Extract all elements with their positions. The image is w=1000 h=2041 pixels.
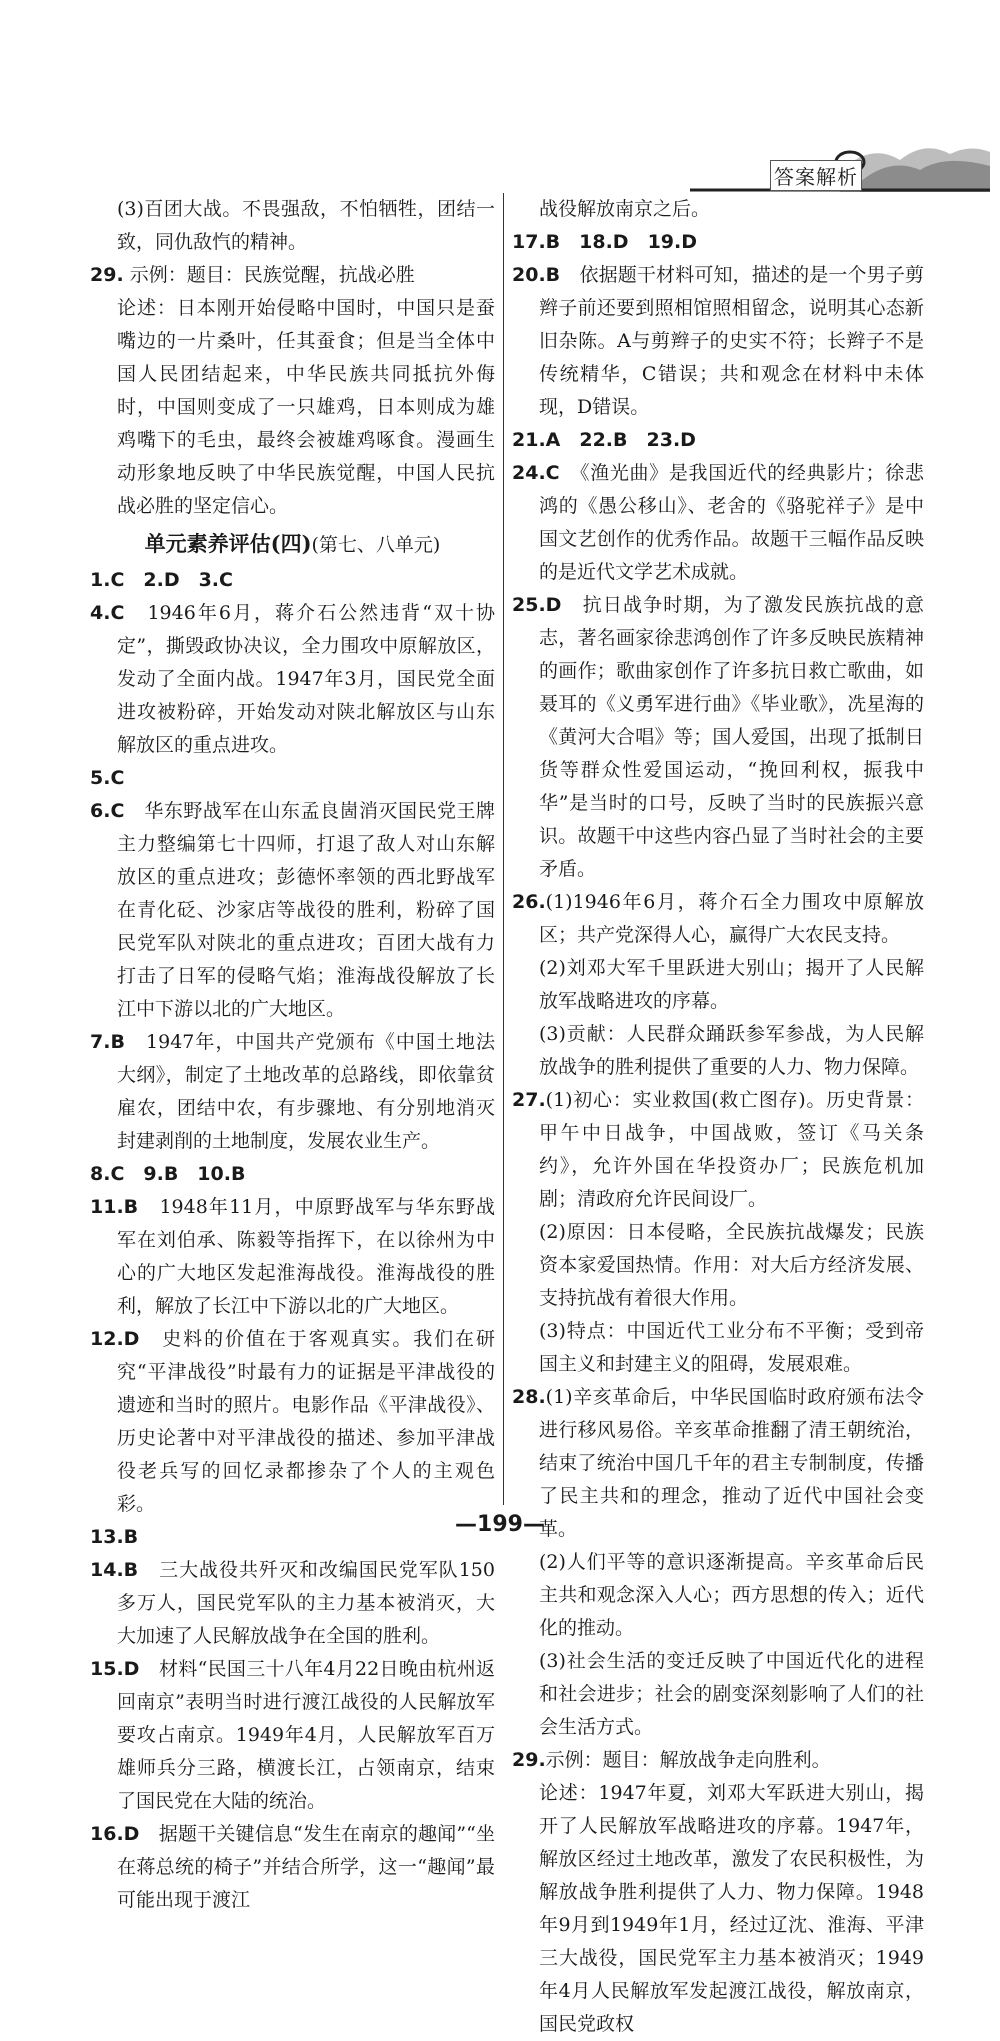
answer-16-continued: 战役解放南京之后。 (539, 198, 711, 220)
answer-11: 11.B 1948年11月，中原野战军与华东野战军在刘伯承、陈毅等指挥下，在以徐州为中心的广大地区发起淮海战役。淮海战役的胜利，解放了长江中下游以北的广大地区。 (90, 1196, 495, 1317)
answer-26-2: (2)刘邓大军千里跃进大别山；揭开了人民解放军战略进攻的序幕。 (539, 957, 924, 1012)
section-title: 单元素养评估(四)(第七、八单元) (144, 531, 441, 556)
page-number: —199— (455, 1512, 545, 1537)
answer-4: 4.C 1946年6月，蒋介石公然违背“双十协定”，撕毁政协决议，全力围攻中原解放区，发动了全面内战。1947年3月，国民党全面进攻被粉碎，开始发动对陕北解放区与山东解放区的重点进攻。 (90, 602, 495, 756)
left-column (90, 193, 495, 1917)
answer-12: 12.D 史料的价值在于客观真实。我们在研究“平津战役”时最有力的证据是平津战役的遗迹和当时的照片。电影作品《平津战役》、历史论著中对平津战役的描述、参加平津战役老兵写的回忆录都掺杂了个人的主观色彩。 (90, 1328, 495, 1515)
answer-28-1: 28.(1)辛亥革命后，中华民国临时政府颁布法令进行移风易俗。辛亥革命推翻了清王朝统治，结束了统治中国几千年的君主专制制度，传播了民主共和的理念，推动了近代中国社会变革。 (512, 1386, 924, 1540)
answer-21-23: 21.A 22.B 23.D (512, 429, 696, 451)
answer-1-3: 1.C 2.D 3.C (90, 569, 233, 591)
answer-29-body: 论述：1947年夏，刘邓大军跃进大别山，揭开了人民解放军战略进攻的序幕。1947年，解放区经过土地改革，激发了农民积极性，为解放战争胜利提供了人力、物力保障。1948年9月到1949年1月，经过辽沈、淮海、平津三大战役，国民党军主力基本被消灭；1949年4月人民解放军发起渡江战役，解放南京，国民党政权 (539, 1782, 924, 2035)
answer-29-body: 论述：日本刚开始侵略中国时，中国只是蚕嘴边的一片桑叶，任其蚕食；但是当全体中国人民团结起来，中华民族共同抵抗外侮时，中国则变成了一只雄鸡，日本则成为雄鸡嘴下的毛虫，最终会被雄鸡啄食。漫画生动形象地反映了中华民族觉醒，中国人民抗战必胜的坚定信心。 (117, 297, 495, 517)
answer-paragraph: (3)百团大战。不畏强敌，不怕牺牲，团结一致，同仇敌忾的精神。 (117, 198, 495, 253)
answer-26-1: 26.(1)1946年6月，蒋介石全力围攻中原解放区；共产党深得人心，赢得广大农民支持。 (512, 891, 924, 946)
answer-13: 13.B (90, 1526, 139, 1548)
answer-15: 15.D 材料“民国三十八年4月22日晚由杭州返回南京”表明当时进行渡江战役的人民解放军要攻占南京。1949年4月，人民解放军百万雄师兵分三路，横渡长江，占领南京，结束了国民党在大陆的统治。 (90, 1658, 495, 1812)
column-divider (503, 193, 504, 1505)
answer-8-10: 8.C 9.B 10.B (90, 1163, 246, 1185)
answer-28-2: (2)人们平等的意识逐渐提高。辛亥革命后民主共和观念深入人心；西方思想的传入；近代化的推动。 (539, 1551, 924, 1639)
answer-analysis-label: 答案解析 (770, 160, 862, 191)
answer-17-19: 17.B 18.D 19.D (512, 231, 697, 253)
answer-28-3: (3)社会生活的变迁反映了中国近代化的进程和社会进步；社会的剧变深刻影响了人们的社会生活方式。 (539, 1650, 924, 1738)
answer-27-2: (2)原因：日本侵略，全民族抗战爆发；民族资本家爱国热情。作用：对大后方经济发展、支持抗战有着很大作用。 (539, 1221, 924, 1309)
answer-20: 20.B 依据题干材料可知，描述的是一个男子剪辫子前还要到照相馆照相留念，说明其心态新旧杂陈。A与剪辫子的史实不符；长辫子不是传统精华，C错误；共和观念在材料中未体现，D错误。 (512, 264, 924, 418)
answer-14: 14.B 三大战役共歼灭和改编国民党军队150多万人，国民党军队的主力基本被消灭，大大加速了人民解放战争在全国的胜利。 (90, 1559, 495, 1647)
answer-24: 24.C 《渔光曲》是我国近代的经典影片；徐悲鸿的《愚公移山》、老舍的《骆驼祥子》是中国文艺创作的优秀作品。故题干三幅作品反映的是近代文学艺术成就。 (512, 462, 924, 583)
answer-29-title: 29.示例：题目：解放战争走向胜利。 (512, 1749, 831, 1771)
answer-16: 16.D 据题干关键信息“发生在南京的趣闻”“坐在蒋总统的椅子”并结合所学，这一“趣闻”最可能出现于渡江 (90, 1823, 495, 1911)
answer-5: 5.C (90, 767, 125, 789)
answer-7: 7.B 1947年，中国共产党颁布《中国土地法大纲》，制定了土地改革的总路线，即依靠贫雇农，团结中农，有步骤地、有分别地消灭封建剥削的土地制度，发展农业生产。 (90, 1031, 495, 1152)
answer-29-title: 29. 示例：题目：民族觉醒，抗战必胜 (90, 264, 415, 286)
answer-25: 25.D 抗日战争时期，为了激发民族抗战的意志，著名画家徐悲鸿创作了许多反映民族精神的画作；歌曲家创作了许多抗日救亡歌曲，如聂耳的《义勇军进行曲》《毕业歌》，冼星海的《黄河大合唱》等；国人爱国，出现了抵制日货等群众性爱国运动，“挽回利权，振我中华”是当时的口号，反映了当时的民族振兴意识。故题干中这些内容凸显了当时社会的主要矛盾。 (512, 594, 924, 880)
answer-27-3: (3)特点：中国近代工业分布不平衡；受到帝国主义和封建主义的阻碍，发展艰难。 (539, 1320, 924, 1375)
answer-26-3: (3)贡献：人民群众踊跃参军参战，为人民解放战争的胜利提供了重要的人力、物力保障。 (539, 1023, 924, 1078)
answer-27-1: 27.(1)初心：实业救国(救亡图存)。历史背景：甲午中日战争，中国战败，签订《马关条约》，允许外国在华投资办厂；民族危机加剧；清政府允许民间设厂。 (512, 1089, 924, 1210)
answer-6: 6.C 华东野战军在山东孟良崮消灭国民党王牌主力整编第七十四师，打退了敌人对山东解放区的重点进攻；彭德怀率领的西北野战军在青化砭、沙家店等战役的胜利，粉碎了国民党军队对陕北的重点进攻；百团大战有力打击了日军的侵略气焰；淮海战役解放了长江中下游以北的广大地区。 (90, 800, 495, 1020)
right-column (512, 193, 924, 2041)
